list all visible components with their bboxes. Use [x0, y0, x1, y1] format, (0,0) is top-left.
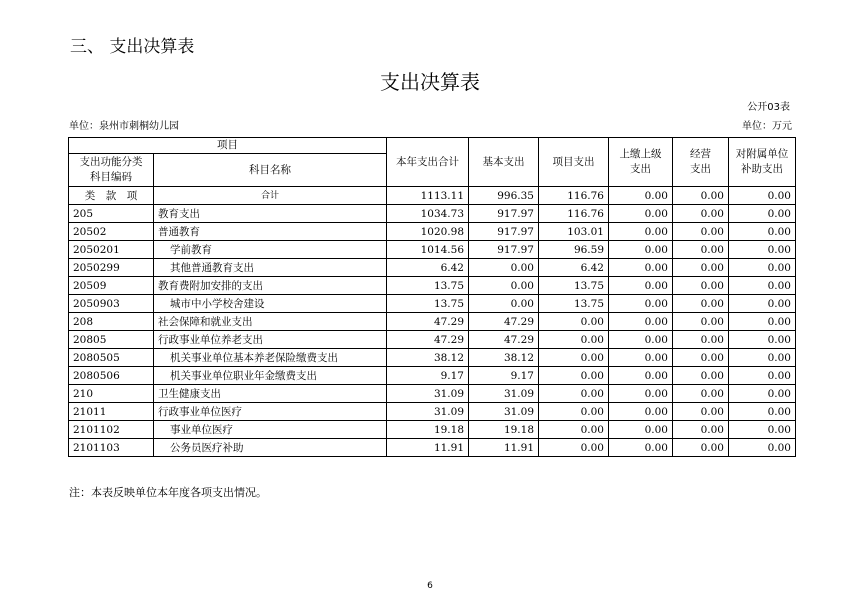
header-basic: 基本支出 — [469, 138, 539, 187]
row-total: 47.29 — [387, 331, 469, 349]
row-code: 20805 — [69, 331, 154, 349]
header-item: 项目 — [69, 138, 387, 154]
row-basic: 47.29 — [469, 331, 539, 349]
row-upper: 0.00 — [609, 277, 673, 295]
row-subsidiary: 0.00 — [729, 367, 796, 385]
row-operating: 0.00 — [673, 295, 729, 313]
row-operating: 0.00 — [673, 259, 729, 277]
row-total: 19.18 — [387, 421, 469, 439]
row-basic: 9.17 — [469, 367, 539, 385]
row-operating: 0.00 — [673, 385, 729, 403]
row-code: 2050299 — [69, 259, 154, 277]
row-total: 1014.56 — [387, 241, 469, 259]
row-name: 社会保障和就业支出 — [154, 313, 387, 331]
row-operating: 0.00 — [673, 205, 729, 223]
row-name: 学前教育 — [154, 241, 387, 259]
row-subsidiary: 0.00 — [729, 277, 796, 295]
row-name: 事业单位医疗 — [154, 421, 387, 439]
row-name: 教育费附加安排的支出 — [154, 277, 387, 295]
row-basic: 47.29 — [469, 313, 539, 331]
row-subsidiary: 0.00 — [729, 421, 796, 439]
row-operating: 0.00 — [673, 367, 729, 385]
row-project: 0.00 — [539, 313, 609, 331]
row-project: 0.00 — [539, 331, 609, 349]
row-total: 1034.73 — [387, 205, 469, 223]
row-code: 20502 — [69, 223, 154, 241]
page-number: 6 — [427, 581, 433, 591]
row-subsidiary: 0.00 — [729, 403, 796, 421]
row-code: 208 — [69, 313, 154, 331]
row-project: 0.00 — [539, 385, 609, 403]
row-basic: 917.97 — [469, 241, 539, 259]
header-upper: 上缴上级 支出 — [609, 138, 673, 187]
row-subsidiary: 0.00 — [729, 295, 796, 313]
row-basic: 11.91 — [469, 439, 539, 457]
table-row — [69, 385, 796, 403]
row-operating: 0.00 — [673, 403, 729, 421]
row-operating: 0.00 — [673, 223, 729, 241]
table-row — [69, 331, 796, 349]
row-upper: 0.00 — [609, 439, 673, 457]
row-subsidiary: 0.00 — [729, 241, 796, 259]
total-upper: 0.00 — [609, 187, 673, 205]
table-row — [69, 421, 796, 439]
section-heading: 三、 支出决算表 — [70, 37, 195, 57]
row-name: 卫生健康支出 — [154, 385, 387, 403]
total-subsidiary: 0.00 — [729, 187, 796, 205]
row-project: 103.01 — [539, 223, 609, 241]
footnote: 注：本表反映单位本年度各项支出情况。 — [69, 486, 267, 499]
row-project: 0.00 — [539, 421, 609, 439]
row-code: 2050201 — [69, 241, 154, 259]
row-name: 行政事业单位养老支出 — [154, 331, 387, 349]
row-total: 13.75 — [387, 295, 469, 313]
total-label: 合计 — [154, 187, 387, 205]
row-code: 2080505 — [69, 349, 154, 367]
header-project: 项目支出 — [539, 138, 609, 187]
row-basic: 0.00 — [469, 295, 539, 313]
row-code: 21011 — [69, 403, 154, 421]
row-total: 6.42 — [387, 259, 469, 277]
table-row — [69, 223, 796, 241]
row-basic: 38.12 — [469, 349, 539, 367]
table-row — [69, 205, 796, 223]
row-code: 210 — [69, 385, 154, 403]
row-upper: 0.00 — [609, 241, 673, 259]
total-project: 116.76 — [539, 187, 609, 205]
table-row — [69, 277, 796, 295]
row-total: 11.91 — [387, 439, 469, 457]
row-upper: 0.00 — [609, 367, 673, 385]
row-name: 公务员医疗补助 — [154, 439, 387, 457]
table-row — [69, 259, 796, 277]
row-subsidiary: 0.00 — [729, 313, 796, 331]
header-total: 本年支出合计 — [387, 138, 469, 187]
row-operating: 0.00 — [673, 241, 729, 259]
row-total: 9.17 — [387, 367, 469, 385]
header-func-code: 支出功能分类 科目编码 — [69, 154, 154, 187]
row-name: 机关事业单位基本养老保险缴费支出 — [154, 349, 387, 367]
row-subsidiary: 0.00 — [729, 349, 796, 367]
row-project: 0.00 — [539, 403, 609, 421]
row-basic: 31.09 — [469, 385, 539, 403]
row-subsidiary: 0.00 — [729, 205, 796, 223]
row-code: 20509 — [69, 277, 154, 295]
table-row — [69, 367, 796, 385]
row-subsidiary: 0.00 — [729, 223, 796, 241]
row-subsidiary: 0.00 — [729, 259, 796, 277]
row-name: 普通教育 — [154, 223, 387, 241]
unit-name: 单位：泉州市刺桐幼儿园 — [69, 121, 179, 132]
row-subsidiary: 0.00 — [729, 439, 796, 457]
row-subsidiary: 0.00 — [729, 331, 796, 349]
row-project: 13.75 — [539, 295, 609, 313]
row-name: 行政事业单位医疗 — [154, 403, 387, 421]
row-name: 城市中小学校舍建设 — [154, 295, 387, 313]
row-project: 116.76 — [539, 205, 609, 223]
row-upper: 0.00 — [609, 349, 673, 367]
row-operating: 0.00 — [673, 277, 729, 295]
header-row-top — [69, 138, 796, 154]
row-operating: 0.00 — [673, 421, 729, 439]
row-project: 13.75 — [539, 277, 609, 295]
row-operating: 0.00 — [673, 313, 729, 331]
row-code: 2050903 — [69, 295, 154, 313]
row-upper: 0.00 — [609, 331, 673, 349]
total-basic: 996.35 — [469, 187, 539, 205]
row-total: 1020.98 — [387, 223, 469, 241]
table-row — [69, 295, 796, 313]
row-upper: 0.00 — [609, 259, 673, 277]
row-upper: 0.00 — [609, 205, 673, 223]
row-basic: 917.97 — [469, 205, 539, 223]
header-subject-name: 科目名称 — [154, 154, 387, 187]
total-operating: 0.00 — [673, 187, 729, 205]
row-operating: 0.00 — [673, 331, 729, 349]
form-code: 公开03表 — [747, 102, 790, 113]
row-upper: 0.00 — [609, 403, 673, 421]
currency-unit: 单位：万元 — [742, 121, 792, 132]
row-upper: 0.00 — [609, 313, 673, 331]
total-amount: 1113.11 — [387, 187, 469, 205]
expenditure-table — [68, 137, 796, 457]
table-row — [69, 241, 796, 259]
row-total: 31.09 — [387, 385, 469, 403]
table-row — [69, 349, 796, 367]
row-project: 6.42 — [539, 259, 609, 277]
row-subsidiary: 0.00 — [729, 385, 796, 403]
table-row — [69, 403, 796, 421]
row-name: 其他普通教育支出 — [154, 259, 387, 277]
row-operating: 0.00 — [673, 439, 729, 457]
row-upper: 0.00 — [609, 295, 673, 313]
row-project: 0.00 — [539, 349, 609, 367]
header-operating: 经营 支出 — [673, 138, 729, 187]
row-basic: 19.18 — [469, 421, 539, 439]
table-row — [69, 313, 796, 331]
row-basic: 0.00 — [469, 259, 539, 277]
row-total: 38.12 — [387, 349, 469, 367]
row-upper: 0.00 — [609, 385, 673, 403]
page-title: 支出决算表 — [380, 70, 480, 94]
table-row — [69, 439, 796, 457]
row-code: 2101103 — [69, 439, 154, 457]
row-total: 13.75 — [387, 277, 469, 295]
row-code: 205 — [69, 205, 154, 223]
row-basic: 917.97 — [469, 223, 539, 241]
row-upper: 0.00 — [609, 223, 673, 241]
row-project: 96.59 — [539, 241, 609, 259]
row-operating: 0.00 — [673, 349, 729, 367]
row-total: 47.29 — [387, 313, 469, 331]
row-code: 2080506 — [69, 367, 154, 385]
row-name: 机关事业单位职业年金缴费支出 — [154, 367, 387, 385]
header-subsidiary: 对附属单位 补助支出 — [729, 138, 796, 187]
row-basic: 0.00 — [469, 277, 539, 295]
type-row-label: 类 款 项 — [69, 187, 154, 205]
row-upper: 0.00 — [609, 421, 673, 439]
row-code: 2101102 — [69, 421, 154, 439]
total-row — [69, 187, 796, 205]
row-project: 0.00 — [539, 439, 609, 457]
row-name: 教育支出 — [154, 205, 387, 223]
row-project: 0.00 — [539, 367, 609, 385]
row-basic: 31.09 — [469, 403, 539, 421]
row-total: 31.09 — [387, 403, 469, 421]
